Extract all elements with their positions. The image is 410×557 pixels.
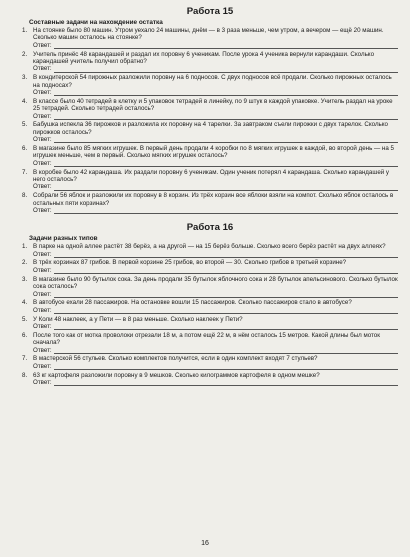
section-title: Работа 15 xyxy=(186,6,234,17)
answer-row xyxy=(33,113,398,120)
answer-row xyxy=(33,347,398,354)
task-item xyxy=(22,121,398,143)
task-number: 7. xyxy=(22,355,28,363)
task-text: У Коли 48 наклеек, а у Пети — в 8 раз меньше. Сколько наклеек у Пети? xyxy=(33,315,243,323)
task-text: В магазине было 85 мягких игрушек. В первый день продали 4 коробки по 8 мягких игрушек в каждой, во второй день — на 5 игрушек меньше, чем в первый. Сколько мягких игрушек осталось? xyxy=(33,145,394,160)
task-item xyxy=(22,27,398,49)
task-number: 1. xyxy=(22,27,28,34)
task-list xyxy=(22,243,398,386)
answer-row xyxy=(33,323,398,330)
task-number: 3. xyxy=(22,275,28,283)
answer-row xyxy=(33,267,398,274)
task-text: 63 кг картофеля разложили поровну в 9 мешков. Сколько килограммов картофеля в одном мешке? xyxy=(33,371,320,379)
task-number: 7. xyxy=(22,168,28,176)
answer-line[interactable] xyxy=(54,208,398,214)
answer-line[interactable] xyxy=(54,43,398,49)
task-number: 5. xyxy=(22,121,28,129)
answer-label: Ответ: xyxy=(33,136,52,144)
task-item xyxy=(22,243,398,258)
answer-line[interactable] xyxy=(54,348,398,354)
answer-row xyxy=(33,65,398,72)
answer-line[interactable] xyxy=(54,324,398,330)
answer-label: Ответ: xyxy=(33,266,52,274)
task-item xyxy=(22,355,398,370)
task-item xyxy=(22,98,398,120)
task-number: 5. xyxy=(22,315,28,323)
task-item xyxy=(22,372,398,387)
task-number: 1. xyxy=(22,243,28,251)
answer-line[interactable] xyxy=(54,268,398,274)
task-number: 8. xyxy=(22,192,28,200)
task-number: 2. xyxy=(22,50,28,58)
task-text: В магазине было 90 бутылок сока. За день продали 35 бутылок яблочного сока и 28 бутылок апельсинового. Сколько бутылок сока осталось? xyxy=(33,275,398,291)
task-number: 3. xyxy=(22,74,28,82)
task-text: В парке на одной аллее растёт 38 берёз, а на другой — на 15 берёз больше. Сколько всего берёз растёт на двух аллеях? xyxy=(33,243,386,251)
task-text: В трёх корзинах 87 грибов. В первой корзине 25 грибов, во второй — 30. Сколько грибов в третьей корзине? xyxy=(33,259,347,267)
task-text: Бабушка испекла 36 пирожков и разложила их поровну на 4 тарелки. За завтраком съели пирожки с двух тарелок. Сколько пирожков осталось? xyxy=(33,121,388,136)
task-item xyxy=(22,192,398,214)
answer-label: Ответ: xyxy=(33,89,52,97)
task-item xyxy=(22,276,398,298)
task-number: 4. xyxy=(22,97,28,105)
task-item xyxy=(22,316,398,331)
task-item xyxy=(22,74,398,96)
answer-label: Ответ: xyxy=(33,250,52,258)
answer-row xyxy=(33,160,398,167)
task-text: На стоянке было 80 машин. Утром уехало 24 машины, днём — в 3 раза меньше, чем утром, а вечером — ещё 20 машин. Сколько машин осталось на стоянке? xyxy=(33,27,384,42)
answer-row xyxy=(33,136,398,143)
answer-row xyxy=(33,291,398,298)
task-text: Собрали 56 яблок и разложили их поровну в 8 корзин. Из трёх корзин все яблоки взяли на компот. Сколько яблок осталось в остальных пяти корзинах? xyxy=(33,192,394,207)
answer-line[interactable] xyxy=(54,161,398,167)
answer-label: Ответ: xyxy=(33,65,52,73)
answer-line[interactable] xyxy=(54,252,398,258)
task-text: В классе было 40 тетрадей в клетку и 5 упаковок тетрадей в линейку, по 9 штук в каждой упаковке. Учитель раздал на уроке 25 тетрадей. Сколько тетрадей осталось? xyxy=(33,97,393,113)
task-list xyxy=(22,27,398,214)
answer-line[interactable] xyxy=(54,308,398,314)
task-text: В мастерской 56 стульев. Сколько комплектов получится, если в один комплект входят 7 стульев? xyxy=(33,355,318,363)
answer-row xyxy=(33,363,398,370)
section-subtitle: Задачи разных типов xyxy=(29,235,98,243)
task-item xyxy=(22,51,398,73)
answer-line[interactable] xyxy=(54,90,398,96)
answer-label: Ответ: xyxy=(33,346,52,354)
answer-row xyxy=(33,251,398,258)
task-item xyxy=(22,259,398,274)
task-number: 6. xyxy=(22,331,28,339)
answer-label: Ответ: xyxy=(33,159,52,167)
answer-line[interactable] xyxy=(54,185,398,191)
answer-line[interactable] xyxy=(54,67,398,73)
answer-label: Ответ: xyxy=(33,322,52,330)
task-item xyxy=(22,145,398,167)
answer-line[interactable] xyxy=(54,114,398,120)
answer-label: Ответ: xyxy=(33,306,52,314)
task-item xyxy=(22,299,398,314)
section-title: Работа 16 xyxy=(186,222,234,234)
task-item xyxy=(22,332,398,354)
task-text: В коробке было 42 карандаша. Их раздали поровну 6 ученикам. Один ученик потерял 4 карандаша. Сколько карандашей у него осталось? xyxy=(33,168,390,184)
answer-line[interactable] xyxy=(54,364,398,370)
answer-row xyxy=(33,42,398,49)
task-text: После того как от мотка проволоки отрезали 18 м, а потом ещё 22 м, в нём осталось 15 метров. Какой длины был моток сначала? xyxy=(33,331,380,347)
answer-label: Ответ: xyxy=(33,207,52,215)
answer-row xyxy=(33,89,398,96)
answer-row xyxy=(33,307,398,314)
task-number: 4. xyxy=(22,299,28,307)
section-subtitle: Составные задачи на нахождение остатка xyxy=(29,19,163,26)
task-item xyxy=(22,169,398,191)
task-text: В автобусе ехали 28 пассажиров. На остановке вошли 15 пассажиров. Сколько пассажиров стало в автобусе? xyxy=(33,299,352,307)
answer-row xyxy=(33,183,398,190)
page-number: 16 xyxy=(201,540,209,547)
answer-label: Ответ: xyxy=(33,112,52,120)
answer-label: Ответ: xyxy=(33,378,52,386)
answer-line[interactable] xyxy=(54,137,398,143)
answer-label: Ответ: xyxy=(33,41,52,49)
answer-label: Ответ: xyxy=(33,290,52,298)
answer-row xyxy=(33,379,398,386)
answer-label: Ответ: xyxy=(33,362,52,370)
task-number: 2. xyxy=(22,259,28,267)
task-number: 8. xyxy=(22,371,28,379)
answer-label: Ответ: xyxy=(33,183,52,191)
answer-row xyxy=(33,207,398,214)
answer-line[interactable] xyxy=(54,380,398,386)
task-text: В кондитерской 54 пирожных разложили поровну на 6 подносов. С двух подносов всё продали. Сколько пирожных осталось на подносах? xyxy=(33,74,392,89)
answer-line[interactable] xyxy=(54,292,398,298)
task-number: 6. xyxy=(22,145,28,153)
task-text: Учитель принёс 48 карандашей и раздал их поровну 6 ученикам. После урока 4 ученика вернули карандаши. Сколько карандашей учитель получил обратно? xyxy=(33,50,375,66)
